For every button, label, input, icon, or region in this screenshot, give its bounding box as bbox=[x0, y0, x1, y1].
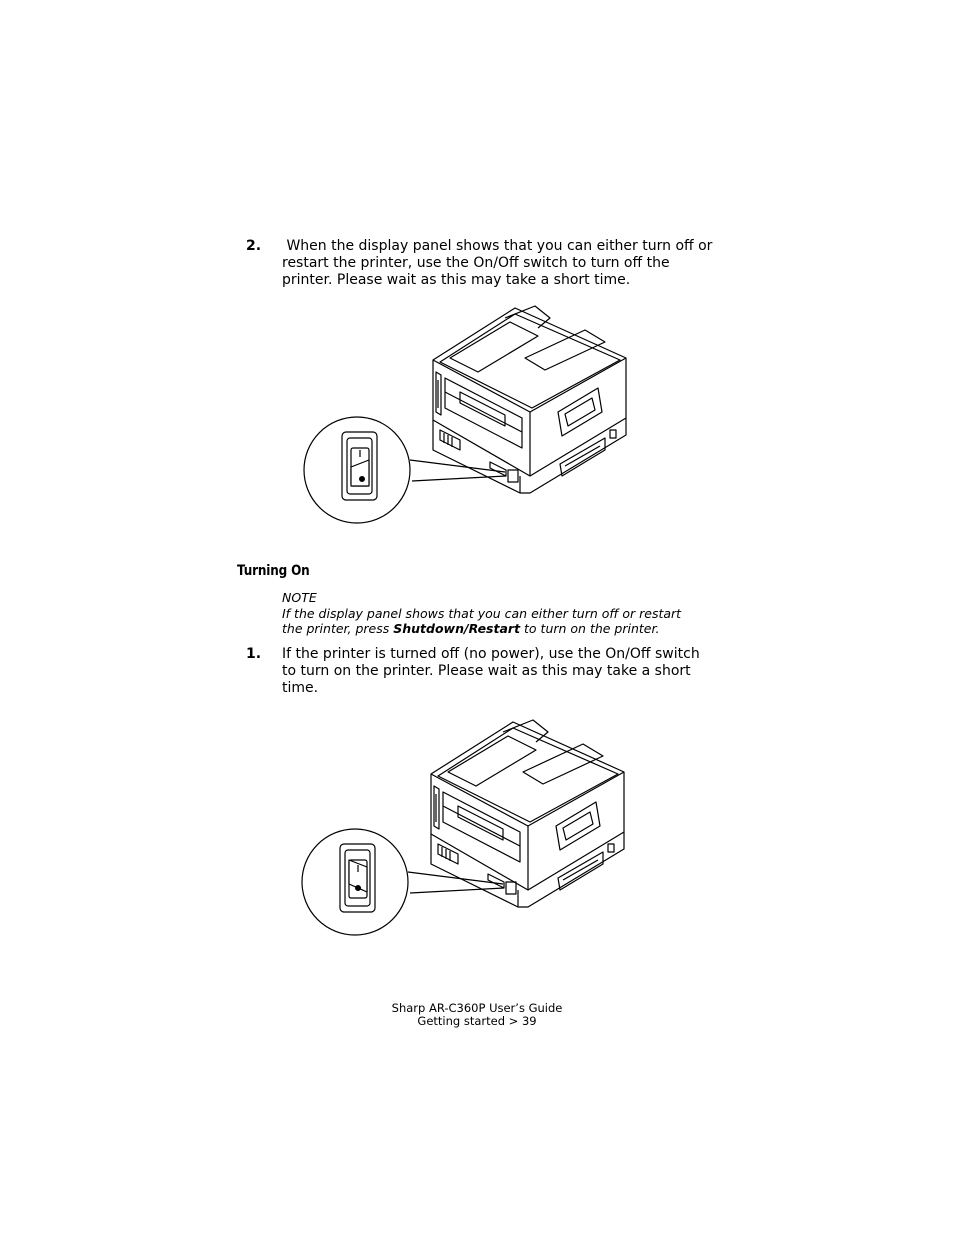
section-heading: Turning On bbox=[237, 563, 310, 579]
printer-switch-off-illustration bbox=[300, 300, 640, 530]
step-number-1: 1. bbox=[246, 646, 262, 662]
note-text: to turn on the printer. bbox=[520, 621, 660, 636]
step-1-line: time. bbox=[282, 680, 319, 696]
footer-page-ref: Getting started > 39 bbox=[417, 1014, 537, 1028]
step-2-line: When the display panel shows that you can either turn off or bbox=[282, 238, 713, 254]
page-footer bbox=[0, 1002, 954, 1028]
note-bold-term: Shutdown/Restart bbox=[393, 621, 521, 636]
footer-guide-title: Sharp AR-C360P User’s Guide bbox=[391, 1001, 563, 1015]
note-text: the printer, press bbox=[282, 621, 394, 636]
note-line-1: If the display panel shows that you can either turn off or restart bbox=[282, 605, 682, 621]
step-2-line: restart the printer, use the On/Off switch to turn off the bbox=[282, 255, 670, 271]
printer-switch-on-illustration bbox=[298, 714, 638, 944]
step-2-text bbox=[282, 238, 712, 289]
note-line-2 bbox=[282, 621, 681, 637]
note-label: NOTE bbox=[282, 590, 317, 605]
step-1-line: to turn on the printer. Please wait as this may take a short bbox=[282, 663, 691, 679]
step-number-2: 2. bbox=[246, 238, 262, 254]
step-1-text bbox=[282, 646, 700, 697]
note-block bbox=[282, 590, 681, 637]
step-2-line: printer. Please wait as this may take a short time. bbox=[282, 272, 631, 288]
step-1-line: If the printer is turned off (no power), use the On/Off switch bbox=[282, 646, 700, 662]
